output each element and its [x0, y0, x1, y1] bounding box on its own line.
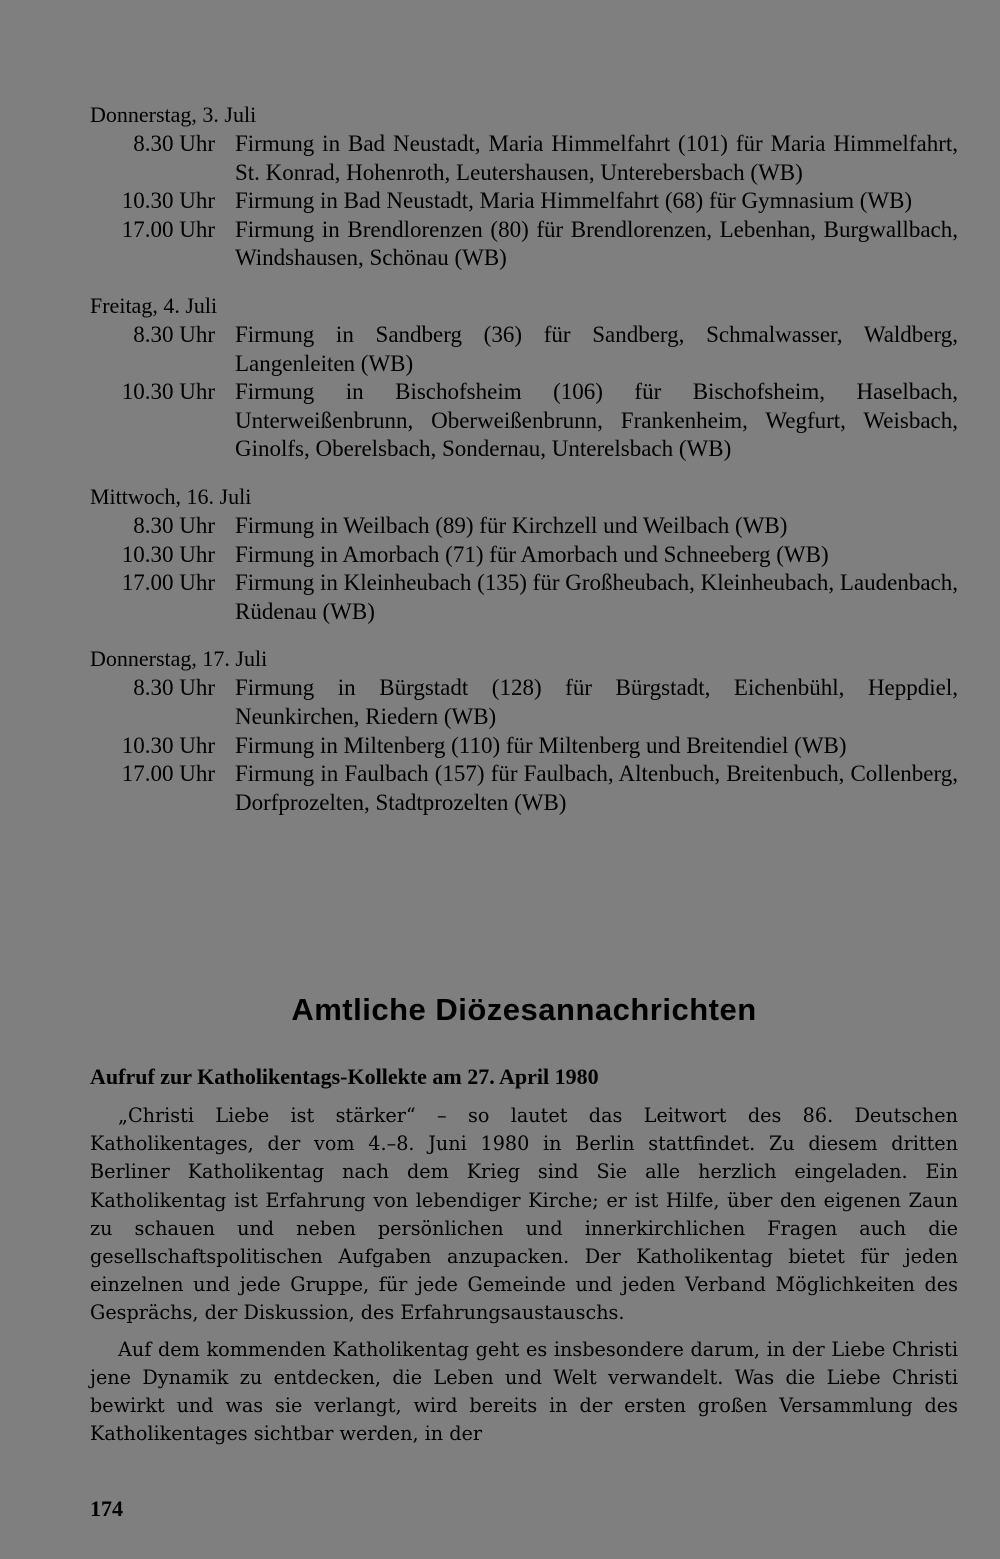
- entry-text: Firmung in Bischofsheim (106) für Bischofsheim, Haselbach, Unterweißenbrunn, Oberweißenbrunn, Frankenheim, Wegfurt, Weisbach, Ginolfs, Oberelsbach, Sondernau, Unterelsbach (WB): [235, 379, 958, 462]
- day-block: [90, 291, 958, 464]
- entry-time: 8.30 Uhr: [133, 675, 215, 701]
- section-body: [90, 1102, 958, 1456]
- day-block: [90, 644, 958, 817]
- schedule-entry: [90, 512, 958, 541]
- schedule-entry: [90, 130, 958, 187]
- schedule-entry: [90, 732, 958, 761]
- section-heading: Amtliche Diözesannachrichten: [291, 992, 757, 1027]
- entry-text: Firmung in Bürgstadt (128) für Bürgstadt, Eichenbühl, Heppdiel, Neunkirchen, Riedern (WB): [235, 675, 958, 729]
- schedule: [90, 100, 958, 835]
- day-block: [90, 100, 958, 273]
- section-subheading: Aufruf zur Katholikentags-Kollekte am 27. April 1980: [90, 1064, 599, 1089]
- entry-text: Firmung in Faulbach (157) für Faulbach, Altenbuch, Breitenbuch, Collenberg, Dorfprozelten, Stadtprozelten (WB): [235, 761, 958, 815]
- paragraph: Auf dem kommenden Katholikentag geht es insbesondere darum, in der Liebe Christi jene Dynamik zu entdecken, die Leben und Welt verwandelt. Was die Liebe Christi bewirkt und was sie verlangt, wird bereits in der ersten großen Versammlung des Katholikentages sichtbar werden, in der: [90, 1337, 958, 1446]
- day-title: Mittwoch, 16. Juli: [90, 483, 252, 509]
- entry-time: 10.30 Uhr: [121, 379, 215, 405]
- schedule-entry: [90, 569, 958, 626]
- entry-text: Firmung in Sandberg (36) für Sandberg, Schmalwasser, Waldberg, Langenleiten (WB): [235, 321, 958, 376]
- entry-text: Firmung in Amorbach (71) für Amorbach und Schneeberg (WB): [235, 541, 829, 567]
- schedule-entry: [90, 541, 958, 570]
- schedule-entry: [90, 378, 958, 464]
- entry-time: 10.30 Uhr: [121, 732, 215, 758]
- entry-text: Firmung in Kleinheubach (135) für Großheubach, Kleinheubach, Laudenbach, Rüdenau (WB): [235, 570, 958, 624]
- entry-text: Firmung in Brendlorenzen (80) für Brendlorenzen, Lebenhan, Burgwallbach, Windshausen, Schönau (WB): [235, 216, 958, 271]
- entry-time: 17.00 Uhr: [121, 570, 215, 596]
- day-title: Freitag, 4. Juli: [90, 292, 218, 318]
- entry-text: Firmung in Bad Neustadt, Maria Himmelfahrt (101) für Maria Himmelfahrt, St. Konrad, Hohenroth, Leutershausen, Unterebersbach (WB): [235, 131, 958, 185]
- schedule-entry: [90, 674, 958, 731]
- entry-time: 17.00 Uhr: [121, 761, 215, 787]
- schedule-entry: [90, 187, 958, 216]
- entry-time: 10.30 Uhr: [121, 541, 215, 567]
- entry-time: 17.00 Uhr: [121, 216, 215, 242]
- entry-time: 10.30 Uhr: [121, 188, 215, 214]
- page-number: 174: [90, 1496, 123, 1521]
- entry-text: Firmung in Weilbach (89) für Kirchzell und Weilbach (WB): [235, 512, 788, 538]
- entry-time: 8.30 Uhr: [133, 321, 215, 347]
- entry-text: Firmung in Miltenberg (110) für Miltenberg und Breitendiel (WB): [235, 732, 847, 758]
- schedule-entry: [90, 321, 958, 378]
- day-block: [90, 482, 958, 626]
- schedule-entry: [90, 760, 958, 817]
- entry-time: 8.30 Uhr: [133, 512, 215, 538]
- paragraph: „Christi Liebe ist stärker“ – so lautet das Leitwort des 86. Deutschen Katholikentages, der vom 4.–8. Juni 1980 in Berlin stattfindet. Zu diesem dritten Berliner Katholikentag nach dem Krieg sind Sie alle herzlich eingeladen. Ein Katholikentag ist Erfahrung von lebendiger Kirche; er ist Hilfe, über den eigenen Zaun zu schauen und neben persönlichen und innerkirchlichen Fragen auch die gesellschaftspolitischen Aufgaben anzupacken. Der Katholikentag bietet für jeden einzelnen und jede Gruppe, für jede Gemeinde und jeden Verband Möglichkeiten des Gesprächs, der Diskussion, des Erfahrungsaustauschs.: [90, 1104, 958, 1325]
- schedule-entry: [90, 216, 958, 273]
- entry-text: Firmung in Bad Neustadt, Maria Himmelfahrt (68) für Gymnasium (WB): [235, 188, 913, 214]
- day-title: Donnerstag, 17. Juli: [90, 646, 268, 672]
- entry-time: 8.30 Uhr: [133, 131, 215, 156]
- day-title: Donnerstag, 3. Juli: [90, 102, 257, 127]
